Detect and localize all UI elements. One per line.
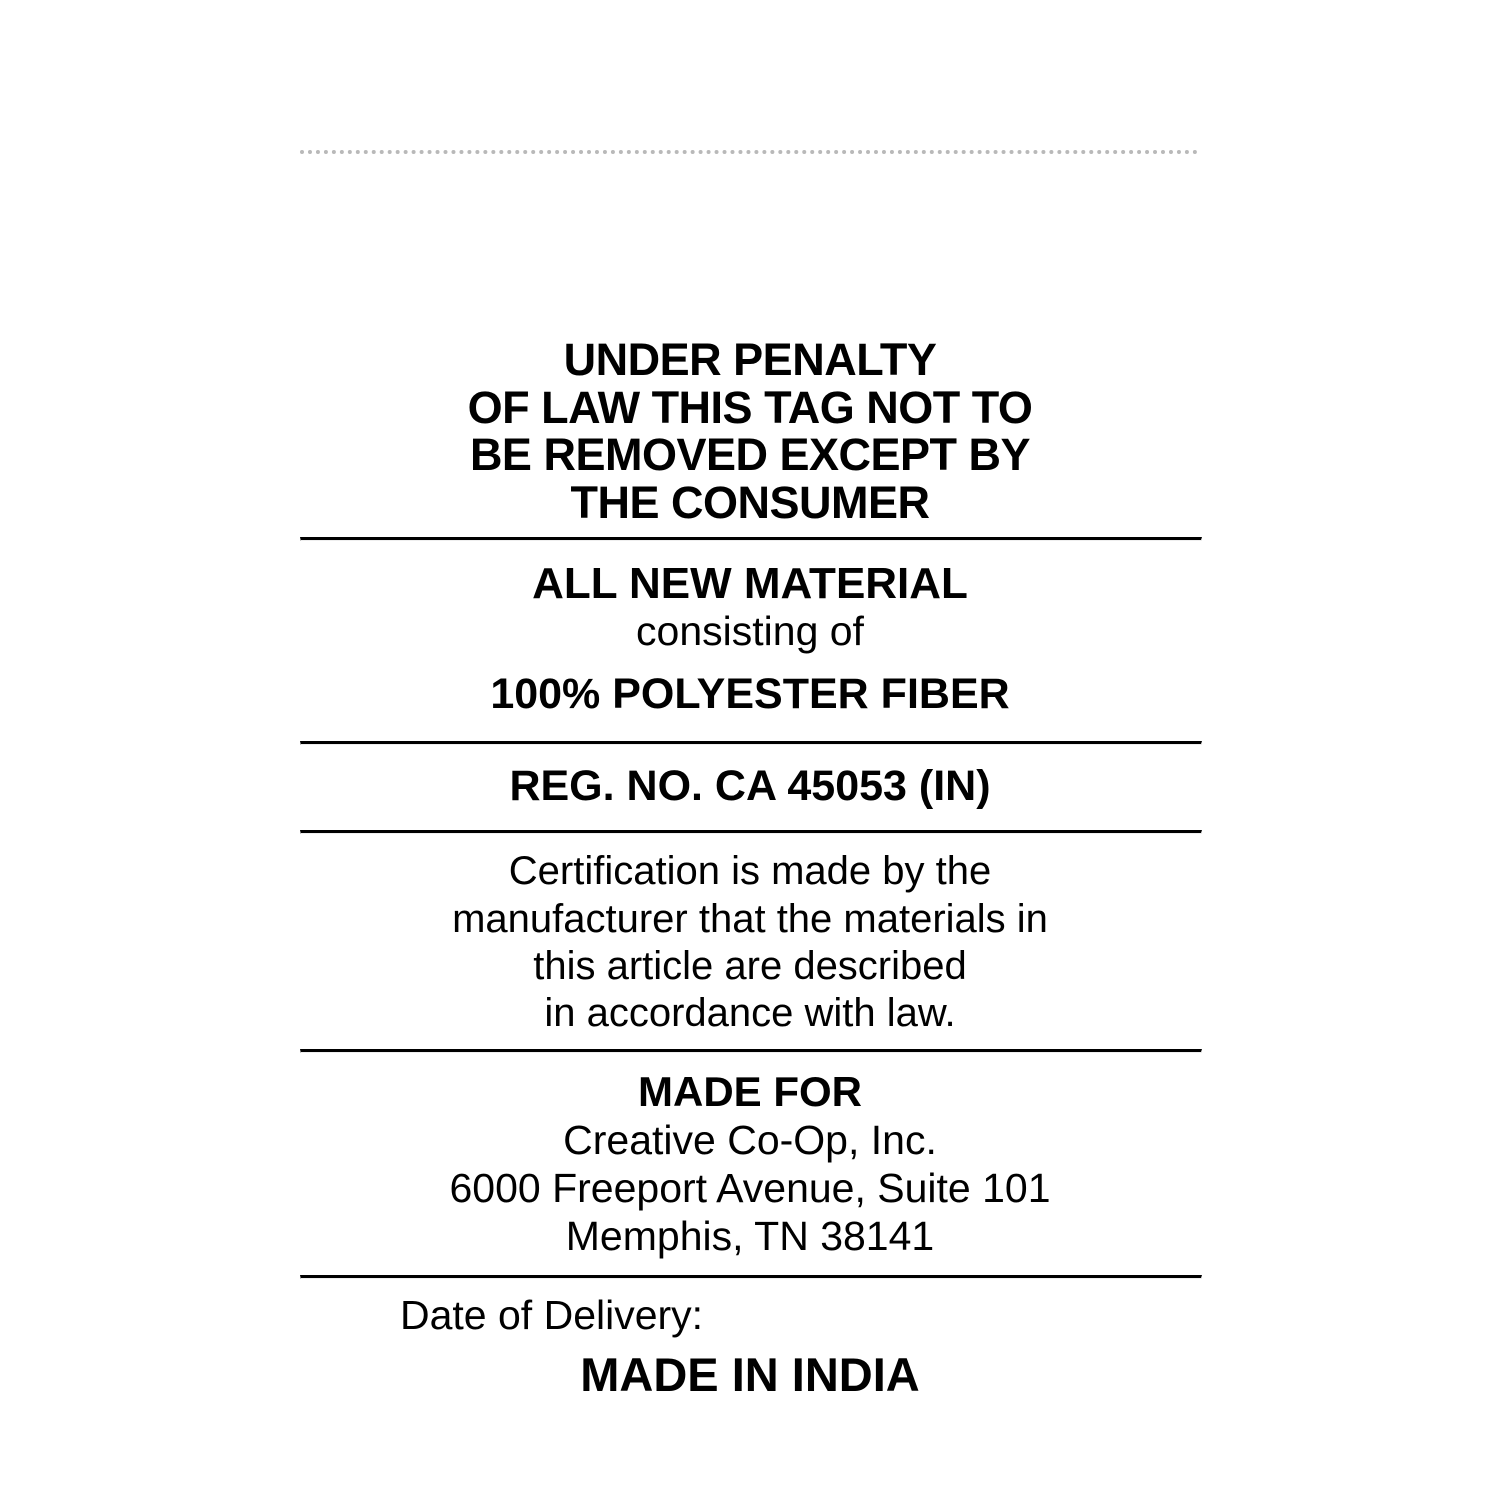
penalty-notice-line-1: UNDER PENALTY [563, 334, 937, 385]
certification-line-1: Certification is made by the [508, 849, 992, 894]
made-for-street: 6000 Freeport Avenue, Suite 101 [449, 1165, 1051, 1212]
material-heading: ALL NEW MATERIAL [532, 558, 968, 608]
delivery-section [300, 1279, 1200, 1403]
certification-line-3: this article are described [533, 943, 967, 988]
date-of-delivery-label: Date of Delivery: [400, 1292, 704, 1339]
made-for-label: MADE FOR [638, 1068, 862, 1116]
tag-content [300, 330, 1200, 1403]
certification-statement [300, 834, 1200, 1049]
made-for-city-state-zip: Memphis, TN 38141 [565, 1213, 935, 1260]
penalty-notice-line-2: OF LAW THIS TAG NOT TO [467, 381, 1033, 433]
material-consisting-of: consisting of [636, 608, 864, 655]
material-section [300, 541, 1200, 741]
country-of-origin: MADE IN INDIA [580, 1347, 920, 1401]
penalty-notice-line-4: THE CONSUMER [570, 477, 930, 529]
made-for-company: Creative Co-Op, Inc. [563, 1117, 937, 1164]
certification-line-2: manufacturer that the materials in [452, 896, 1048, 941]
made-for-section [300, 1053, 1200, 1275]
penalty-notice-line-3: BE REMOVED EXCEPT BY [469, 429, 1031, 481]
penalty-notice [300, 330, 1200, 537]
material-fiber-content: 100% POLYESTER FIBER [490, 670, 1010, 719]
perforation-tear-line [300, 150, 1198, 158]
certification-line-4: in accordance with law. [544, 990, 956, 1035]
registration-number: REG. NO. CA 45053 (IN) [509, 761, 991, 810]
